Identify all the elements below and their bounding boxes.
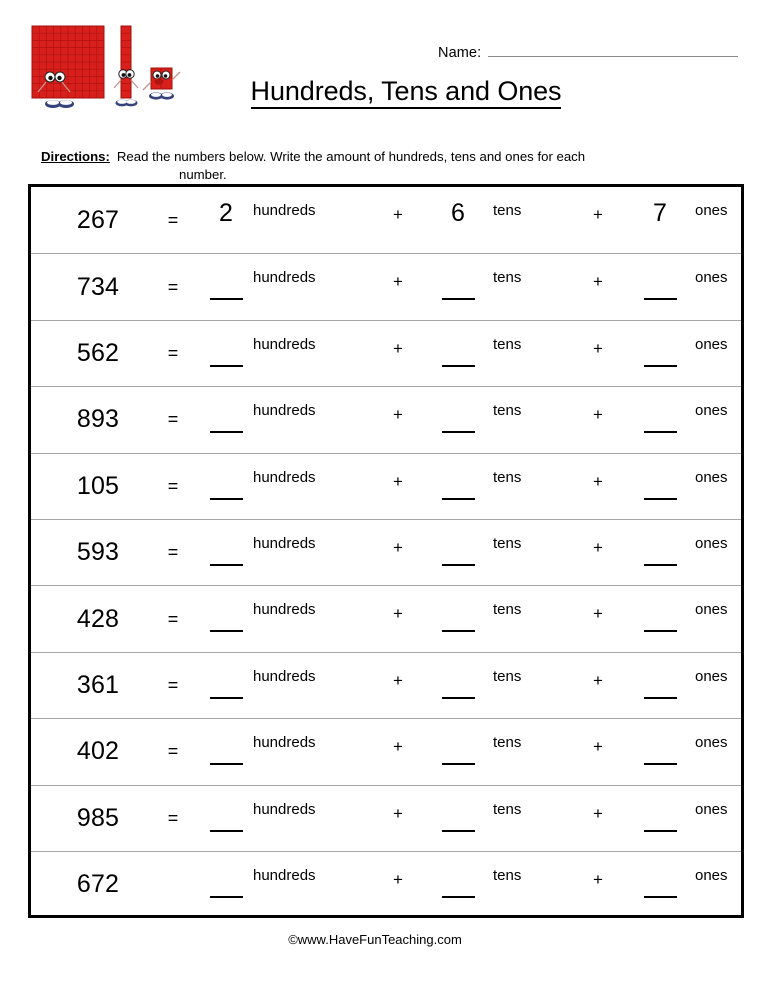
tens-answer[interactable] <box>431 586 485 651</box>
table-row <box>31 851 741 917</box>
name-label: Name: <box>438 45 482 61</box>
hundreds-answer[interactable] <box>199 520 253 585</box>
problem-number: 734 <box>76 272 120 301</box>
hundreds-answer-blank[interactable] <box>210 870 243 898</box>
hundreds-answer[interactable] <box>199 719 253 784</box>
tens-answer-value: 6 <box>451 199 465 227</box>
plus-sign-2: + <box>593 272 603 292</box>
hundreds-label: hundreds <box>253 335 316 353</box>
equals-sign: = <box>167 674 179 695</box>
tens-answer-blank[interactable] <box>442 804 475 832</box>
table-row <box>31 519 741 585</box>
tens-answer[interactable] <box>431 187 485 253</box>
ones-answer-blank[interactable] <box>644 405 677 433</box>
ones-label: ones <box>695 601 728 619</box>
tens-answer-blank[interactable] <box>442 272 475 300</box>
hundreds-answer[interactable] <box>199 254 253 319</box>
problem-number: 428 <box>76 604 120 633</box>
tens-answer-blank[interactable] <box>442 870 475 898</box>
plus-sign-1: + <box>393 737 403 757</box>
ones-answer[interactable] <box>633 852 687 917</box>
plus-sign-1: + <box>393 405 403 425</box>
hundreds-label: hundreds <box>253 269 316 287</box>
problem-number: 562 <box>76 338 120 367</box>
name-field-row[interactable] <box>438 44 738 61</box>
tens-answer[interactable] <box>431 852 485 917</box>
hundreds-answer[interactable] <box>199 454 253 519</box>
page-title <box>0 76 772 107</box>
hundreds-answer-blank[interactable] <box>210 804 243 832</box>
tens-label: tens <box>493 734 522 752</box>
problems-table <box>28 184 744 918</box>
table-row <box>31 453 741 519</box>
tens-label: tens <box>493 800 522 818</box>
ones-label: ones <box>695 734 728 752</box>
ones-answer[interactable] <box>633 187 687 253</box>
equals-sign: = <box>167 409 179 430</box>
problem-number: 893 <box>76 405 120 434</box>
ones-label: ones <box>695 202 728 219</box>
ones-label: ones <box>695 667 728 685</box>
tens-answer-blank[interactable] <box>442 737 475 765</box>
hundreds-answer-blank[interactable] <box>210 671 243 699</box>
directions-line-2: number. <box>179 166 227 182</box>
hundreds-answer-blank[interactable] <box>210 737 243 765</box>
ones-answer-blank[interactable] <box>644 604 677 632</box>
tens-label: tens <box>493 402 522 420</box>
table-row <box>31 187 741 253</box>
ones-answer-value: 7 <box>653 199 667 227</box>
plus-sign-2: + <box>593 670 603 690</box>
tens-label: tens <box>493 866 522 884</box>
tens-answer-blank[interactable] <box>442 538 475 566</box>
hundreds-answer-blank[interactable] <box>210 604 243 632</box>
ones-answer[interactable] <box>633 321 687 386</box>
problem-number: 105 <box>76 471 120 500</box>
directions-line-1: Read the numbers below. Write the amount of hundreds, tens and ones for each <box>116 149 586 164</box>
plus-sign-1: + <box>393 471 403 491</box>
problem-number: 672 <box>76 870 120 899</box>
hundreds-answer-blank[interactable] <box>210 272 243 300</box>
hundreds-answer[interactable] <box>199 187 253 253</box>
ones-answer[interactable] <box>633 586 687 651</box>
ones-answer-blank[interactable] <box>644 472 677 500</box>
ones-label: ones <box>695 534 728 552</box>
tens-answer[interactable] <box>431 786 485 851</box>
problem-number: 361 <box>76 670 120 699</box>
plus-sign-2: + <box>593 737 603 757</box>
equals-sign: = <box>167 608 179 629</box>
equals-sign <box>151 852 195 917</box>
hundreds-label: hundreds <box>253 402 316 420</box>
plus-sign-2: + <box>593 205 603 224</box>
ones-answer[interactable] <box>633 653 687 718</box>
tens-answer-blank[interactable] <box>442 671 475 699</box>
hundreds-label: hundreds <box>253 667 316 685</box>
plus-sign-2: + <box>593 338 603 358</box>
hundreds-answer-blank[interactable] <box>210 538 243 566</box>
problem-number: 985 <box>76 803 120 832</box>
table-row <box>31 253 741 319</box>
hundreds-answer[interactable] <box>199 321 253 386</box>
table-row <box>31 718 741 784</box>
hundreds-answer-blank[interactable] <box>210 405 243 433</box>
name-input-line[interactable] <box>488 44 738 57</box>
problem-number: 593 <box>76 538 120 567</box>
tens-label: tens <box>493 335 522 353</box>
tens-answer-blank[interactable] <box>442 339 475 367</box>
tens-answer-blank[interactable] <box>442 604 475 632</box>
equals-sign: = <box>167 741 179 762</box>
plus-sign-1: + <box>393 803 403 823</box>
table-row <box>31 386 741 452</box>
ones-answer-blank[interactable] <box>644 870 677 898</box>
base-ten-blocks-clipart <box>28 22 188 127</box>
hundreds-label: hundreds <box>253 734 316 752</box>
worksheet-header <box>0 0 772 138</box>
hundreds-answer-value: 2 <box>219 199 233 227</box>
tens-answer[interactable] <box>431 719 485 784</box>
equals-sign: = <box>167 209 179 230</box>
directions <box>41 148 732 183</box>
ones-label: ones <box>695 866 728 884</box>
footer <box>0 932 772 947</box>
hundreds-label: hundreds <box>253 468 316 486</box>
equals-sign: = <box>167 807 179 828</box>
problem-number: 402 <box>76 737 120 766</box>
equals-sign: = <box>167 475 179 496</box>
tens-answer[interactable] <box>431 254 485 319</box>
hundreds-answer[interactable] <box>199 387 253 452</box>
ones-answer-blank[interactable] <box>644 272 677 300</box>
tens-label: tens <box>493 468 522 486</box>
equals-sign: = <box>167 276 179 297</box>
ones-label: ones <box>695 269 728 287</box>
plus-sign-2: + <box>593 803 603 823</box>
tens-answer[interactable] <box>431 387 485 452</box>
plus-sign-2: + <box>593 869 603 889</box>
directions-label: Directions: <box>41 149 110 164</box>
ones-label: ones <box>695 800 728 818</box>
hundreds-answer-blank[interactable] <box>210 339 243 367</box>
ones-answer[interactable] <box>633 387 687 452</box>
tens-answer-blank[interactable] <box>442 405 475 433</box>
page-title-text: Hundreds, Tens and Ones <box>251 76 562 109</box>
plus-sign-1: + <box>393 272 403 292</box>
ones-label: ones <box>695 402 728 420</box>
hundreds-answer[interactable] <box>199 852 253 917</box>
tens-label: tens <box>493 667 522 685</box>
plus-sign-1: + <box>393 205 403 224</box>
table-row <box>31 320 741 386</box>
tens-answer-blank[interactable] <box>442 472 475 500</box>
tens-label: tens <box>493 269 522 287</box>
ones-answer-blank[interactable] <box>644 339 677 367</box>
equals-sign: = <box>167 342 179 363</box>
tens-label: tens <box>493 202 522 219</box>
tens-answer[interactable] <box>431 653 485 718</box>
tens-answer[interactable] <box>431 520 485 585</box>
ones-answer-blank[interactable] <box>644 737 677 765</box>
plus-sign-1: + <box>393 670 403 690</box>
hundreds-label: hundreds <box>253 202 316 219</box>
hundreds-label: hundreds <box>253 534 316 552</box>
tens-label: tens <box>493 534 522 552</box>
plus-sign-1: + <box>393 869 403 889</box>
ones-answer[interactable] <box>633 520 687 585</box>
ones-answer-blank[interactable] <box>644 804 677 832</box>
tens-label: tens <box>493 601 522 619</box>
plus-sign-2: + <box>593 471 603 491</box>
ones-label: ones <box>695 335 728 353</box>
tens-answer[interactable] <box>431 321 485 386</box>
tens-answer[interactable] <box>431 454 485 519</box>
plus-sign-1: + <box>393 537 403 557</box>
ones-answer[interactable] <box>633 786 687 851</box>
equals-sign: = <box>167 542 179 563</box>
ones-answer[interactable] <box>633 719 687 784</box>
hundreds-label: hundreds <box>253 800 316 818</box>
footer-text: ©www.HaveFunTeaching.com <box>288 932 462 947</box>
hundreds-answer[interactable] <box>199 586 253 651</box>
problem-number: 267 <box>76 205 120 234</box>
hundreds-label: hundreds <box>253 866 316 884</box>
hundreds-answer[interactable] <box>199 653 253 718</box>
ones-answer[interactable] <box>633 454 687 519</box>
hundreds-answer[interactable] <box>199 786 253 851</box>
plus-sign-1: + <box>393 604 403 624</box>
plus-sign-2: + <box>593 405 603 425</box>
plus-sign-2: + <box>593 604 603 624</box>
table-row <box>31 585 741 651</box>
ones-answer-blank[interactable] <box>644 671 677 699</box>
table-row <box>31 785 741 851</box>
plus-sign-2: + <box>593 537 603 557</box>
ones-label: ones <box>695 468 728 486</box>
hundreds-answer-blank[interactable] <box>210 472 243 500</box>
hundreds-label: hundreds <box>253 601 316 619</box>
plus-sign-1: + <box>393 338 403 358</box>
ones-answer-blank[interactable] <box>644 538 677 566</box>
ones-answer[interactable] <box>633 254 687 319</box>
table-row <box>31 652 741 718</box>
